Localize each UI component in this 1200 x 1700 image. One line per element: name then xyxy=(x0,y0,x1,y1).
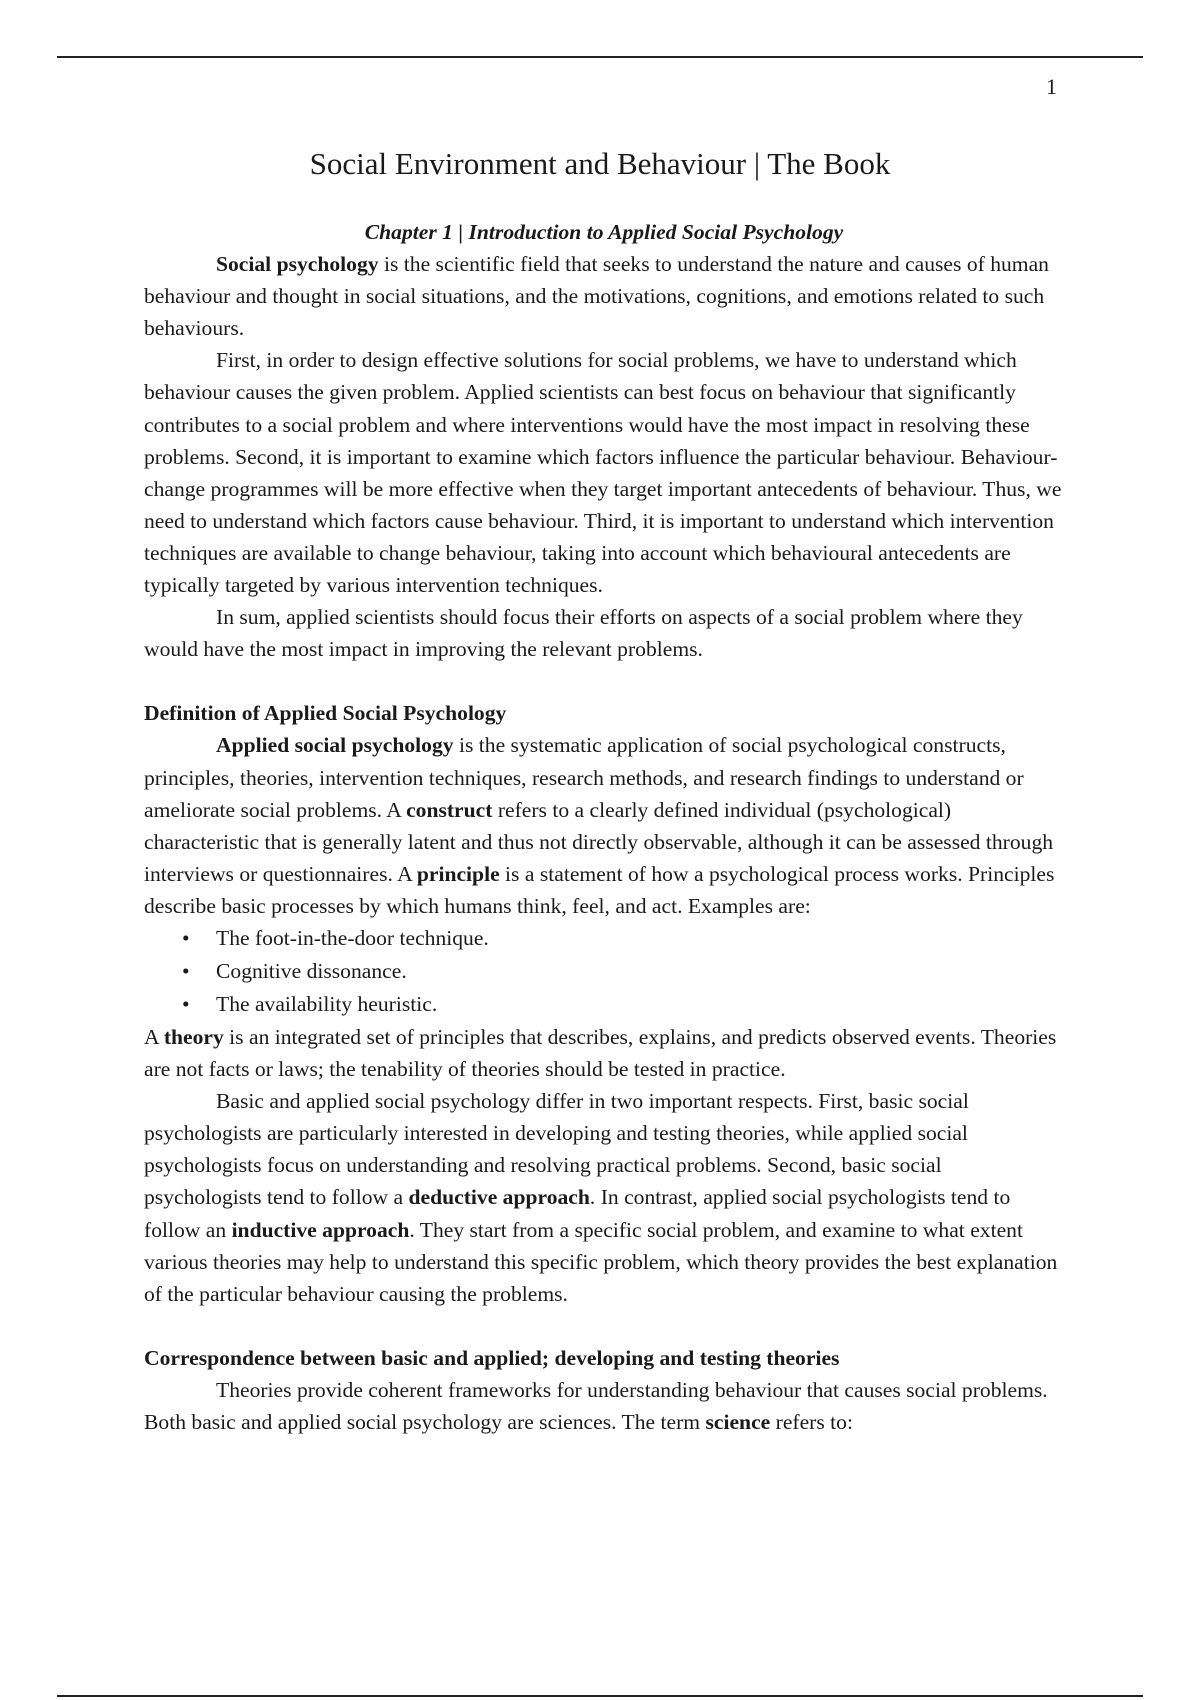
paragraph-summary: In sum, applied scientists should focus their efforts on aspects of a social problem where they would have the most impact in improving the relevant problems. xyxy=(144,605,1023,662)
bullet-icon: • xyxy=(182,991,190,1016)
term-deductive-approach: deductive approach xyxy=(408,1185,590,1210)
term-applied-social-psychology: Applied social psychology xyxy=(216,733,454,758)
footer-rule xyxy=(57,1695,1143,1697)
list-item xyxy=(144,922,1064,955)
paragraph-text: refers to: xyxy=(770,1410,853,1434)
section-heading-correspondence: Correspondence between basic and applied; developing and testing theories xyxy=(144,1345,840,1370)
document-body xyxy=(144,216,1064,1438)
list-item-text: Cognitive dissonance. xyxy=(216,958,407,983)
paragraph-text: A xyxy=(144,1024,164,1049)
list-item xyxy=(144,988,1064,1021)
paragraph-solutions: First, in order to design effective solutions for social problems, we have to understand which behaviour causes the given problem. Applied scientists can best focus on behaviour that significantly contributes to a social problem and where interventions would have the most impact in resolving these problems. Second, it is important to examine which factors influence the particular behaviour. Behaviour-change programmes will be more effective when they target important antecedents of behaviour. Thus, we need to understand which factors cause behaviour. Third, it is important to understand which intervention techniques are available to change behaviour, taking into account which behavioural antecedents are typically targeted by various intervention techniques. xyxy=(144,348,1062,598)
bullet-icon: • xyxy=(182,925,190,950)
paragraph-text: is the scientific field that seeks to understand the nature and causes of human behaviour and thought in social situations, and the motivations, cognitions, and emotions related to such behaviours. xyxy=(144,252,1049,341)
paragraph-text: Basic and applied social psychology differ in two important respects. First, basic social psychologists are particularly interested in developing and testing theories, while applied social psychologists focus on understanding and resolving practical problems. Second, basic social psychologists tend to follow a xyxy=(144,1089,969,1210)
paragraph-social-psychology xyxy=(144,248,1064,344)
paragraph-text: is a statement of how a psychological process works. Principles describe basic processes by which humans think, feel, and act. Examples are: xyxy=(144,861,1055,918)
paragraph-text: Theories provide coherent frameworks for understanding behaviour that causes social problems. Both basic and applied social psychology are sciences. The term xyxy=(144,1377,1048,1434)
chapter-heading: Chapter 1 | Introduction to Applied Social Psychology xyxy=(364,220,844,244)
bullet-icon: • xyxy=(182,958,190,983)
list-item xyxy=(144,955,1064,988)
term-construct: construct xyxy=(406,797,493,822)
paragraph-text: is an integrated set of principles that describes, explains, and predicts observed events. Theories are not facts or laws; the tenability of theories should be tested in practice. xyxy=(144,1024,1057,1082)
header-rule xyxy=(57,56,1143,58)
paragraph-theory xyxy=(144,1021,1064,1085)
list-item-text: The availability heuristic. xyxy=(216,991,438,1016)
term-social-psychology: Social psychology xyxy=(216,252,379,277)
paragraph-basic-vs-applied xyxy=(144,1085,1064,1310)
page-title: Social Environment and Behaviour | The Book xyxy=(309,146,891,181)
term-science: science xyxy=(705,1410,771,1434)
paragraph-theories-frameworks xyxy=(144,1374,1064,1438)
section-heading-definition: Definition of Applied Social Psychology xyxy=(144,701,507,726)
term-principle: principle xyxy=(416,861,500,886)
paragraph-text: . In contrast, applied social psychologists tend to follow an xyxy=(144,1185,1011,1242)
paragraph-definition xyxy=(144,729,1064,922)
paragraph-text: refers to a clearly defined individual (psychological) characteristic that is generally latent and thus not directly observable, although it can be assessed through interviews or questionnaires. A xyxy=(144,797,1054,886)
term-theory: theory xyxy=(163,1024,224,1049)
term-inductive-approach: inductive approach xyxy=(231,1217,410,1242)
list-item-text: The foot-in-the-door technique. xyxy=(216,925,489,950)
paragraph-text: . They start from a specific social problem, and examine to what extent various theories may help to understand this specific problem, which theory provides the best explanation of the particular behaviour causing the problems. xyxy=(144,1217,1058,1306)
page-number: 1 xyxy=(1046,74,1057,99)
paragraph-text: is the systematic application of social psychological constructs, principles, theories, intervention techniques, research methods, and research findings to understand or ameliorate social problems. A xyxy=(144,733,1024,822)
examples-list xyxy=(144,922,1064,1021)
